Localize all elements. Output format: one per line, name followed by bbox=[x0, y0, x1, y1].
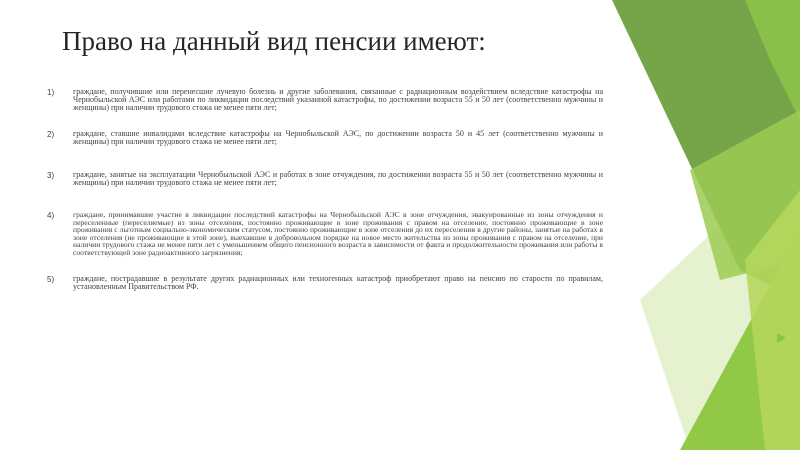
list-item-text: граждане, занятые на эксплуатации Чернобыльской АЭС и работах в зоне отчуждения, по достижении возраста 55 и 50 лет (соответственно мужчины и женщины) при наличии трудового стажа не менее пяти лет; bbox=[73, 170, 603, 187]
list-item-number: 5) bbox=[47, 275, 55, 284]
list-item-number: 4) bbox=[47, 211, 55, 220]
list-item-text: граждане, пострадавшие в результате других радиационных или техногенных катастроф приобретают право на пенсию по старости по правилам, установленным Правительством РФ. bbox=[73, 274, 603, 291]
list-item-number: 3) bbox=[47, 171, 55, 180]
list-item-number: 2) bbox=[47, 130, 55, 139]
slide-title: Право на данный вид пенсии имеют: bbox=[62, 26, 486, 56]
list-item-text: граждане, принимавшие участие в ликвидации последствий катастрофы на Чернобыльской АЭС в зоне отчуждения, эвакуированные из зоны отчуждения и переселенные (переселяемые) из зоны отселения, постоянно проживающие в зоне проживания с правом на отселение, постоянно проживающие в зоне проживания с льготным социально-экономическим статусом, постоянно проживающие в зоне отселения до их переселения в другие районы, занятые на работах в зоне отселения (не проживающие в этой зоне), выехавшие в добровольном порядке на новое место жительства из зоны проживания с правом на отселение, при наличии трудового стажа не менее пяти лет с уменьшением общего пенсионного возраста в зависимости от факта и продолжительности проживания или работы в соответствующей зоне радиоактивного загрязнения; bbox=[73, 210, 603, 257]
list-item-text: граждане, получившие или перенесшие лучевую болезнь и другие заболевания, связанные с радиационным воздействием вследствие катастрофы на Чернобыльской АЭС или работами по ликвидации последствий указанной катастрофы, по достижении возраста 55 и 50 лет (соответственно мужчины и женщины) при наличии трудового стажа не менее пяти лет; bbox=[73, 87, 603, 112]
list-item-number: 1) bbox=[47, 88, 55, 97]
list-item-text: граждане, ставшие инвалидами вследствие катастрофы на Чернобыльской АЭС, по достижении возраста 50 и 45 лет (соответственно мужчины и женщины) при наличии трудового стажа не менее пяти лет; bbox=[73, 129, 603, 146]
